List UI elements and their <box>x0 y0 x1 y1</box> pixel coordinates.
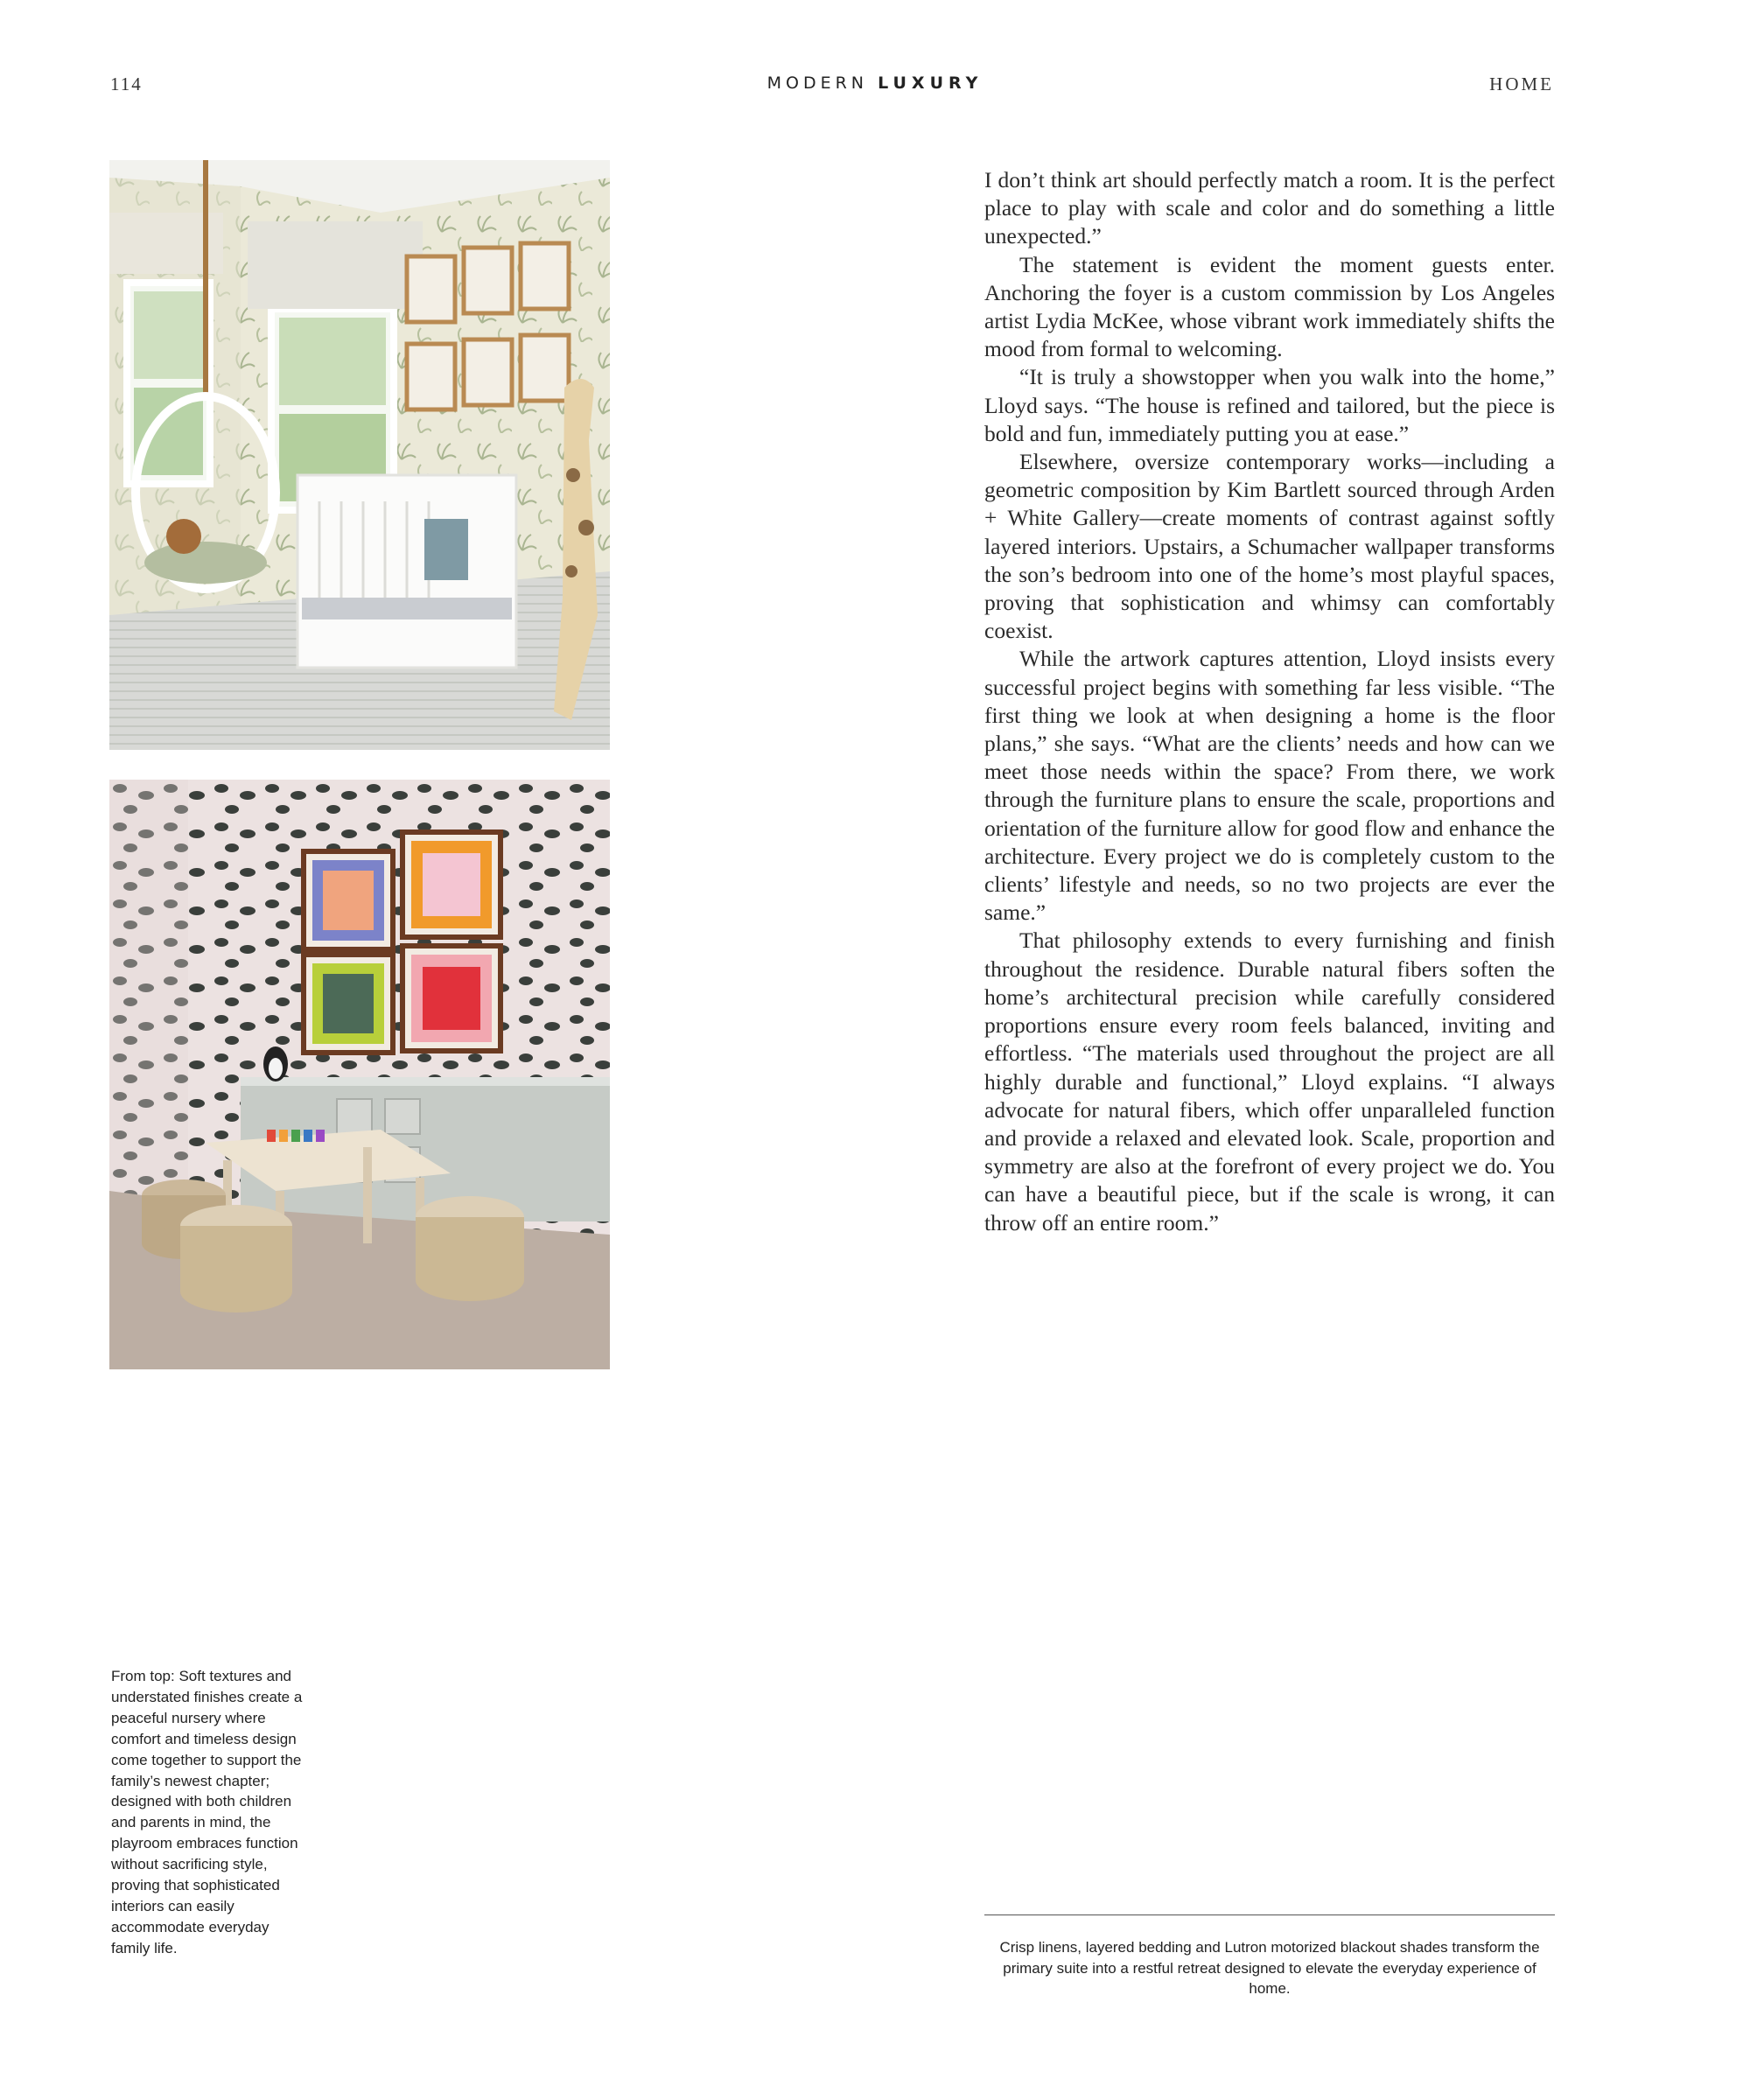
article-paragraph: I don’t think art should perfectly match a room. It is the perfect place to play with scale and color and do something a little unexpected.” <box>984 167 1555 249</box>
photo-caption-left: From top: Soft textures and understated finishes create a peaceful nursery where comfort and timeless design come together to support the family’s newest chapter; designed with both children and parents in mind, the playroom embraces function without sacrificing style, proving that sophisticated interiors can easily accommodate everyday family life. <box>111 1668 303 1956</box>
masthead-bold: LUXURY <box>878 74 984 93</box>
section-label: HOME <box>1489 74 1554 94</box>
article-paragraph: While the artwork captures attention, Lloyd insists every successful project begins with something far less visible. “The first thing we look at when designing a home is the floor plans,” she says. “What are the clients’ needs and how can we meet those needs within the space? From there, we work through the furniture plans to ensure the scale, proportions and orientation of the furniture allow for good flow and enhance the architecture. Every project we do is completely custom to the clients’ lifestyle and needs, so no two projects are ever the same.” <box>984 646 1555 926</box>
playroom-photo <box>109 780 610 1369</box>
article-paragraph: The statement is evident the moment guests enter. Anchoring the foyer is a custom commission by Los Angeles artist Lydia McKee, whose vibrant work immediately shifts the mood from formal to welcoming. <box>984 251 1555 362</box>
article-paragraph: Elsewhere, oversize contemporary works—including a geometric composition by Kim Bartlett sourced through Arden + White Gallery—create moments of contrast against softly layered interiors. Upstairs, a Schumacher wallpaper transforms the son’s bedroom into one of the home’s most playful spaces, proving that sophistication and whimsy can comfortably coexist. <box>984 449 1555 644</box>
nursery-photo <box>109 160 610 750</box>
page-number: 114 <box>110 74 143 94</box>
masthead-light: MODERN <box>766 74 869 93</box>
masthead-logo <box>0 74 1750 93</box>
article-paragraph: That philosophy extends to every furnishing and finish throughout the residence. Durable natural fibers soften the home’s architectural precision while carefully considered proportions ensure every room feels balanced, inviting and effortless. “The materials used throughout the project are all highly durable and functional,” Lloyd explains. “I always advocate for natural fibers, which offer unparalleled function and provide a relaxed and elevated look. Scale, proportion and symmetry are also at the forefront of every project we do. You can have a beautiful piece, but if the scale is wrong, it can throw off an entire room.” <box>984 928 1555 1236</box>
article-body <box>984 166 1555 1237</box>
article-paragraph: “It is truly a showstopper when you walk into the home,” Lloyd says. “The house is refined and tailored, but the piece is bold and fun, immediately putting you at ease.” <box>984 364 1555 446</box>
caption-divider <box>984 1914 1555 1915</box>
photo-caption-right: Crisp linens, layered bedding and Lutron motorized blackout shades transform the primary suite into a restful retreat designed to elevate the everyday experience of home. <box>999 1939 1540 1997</box>
